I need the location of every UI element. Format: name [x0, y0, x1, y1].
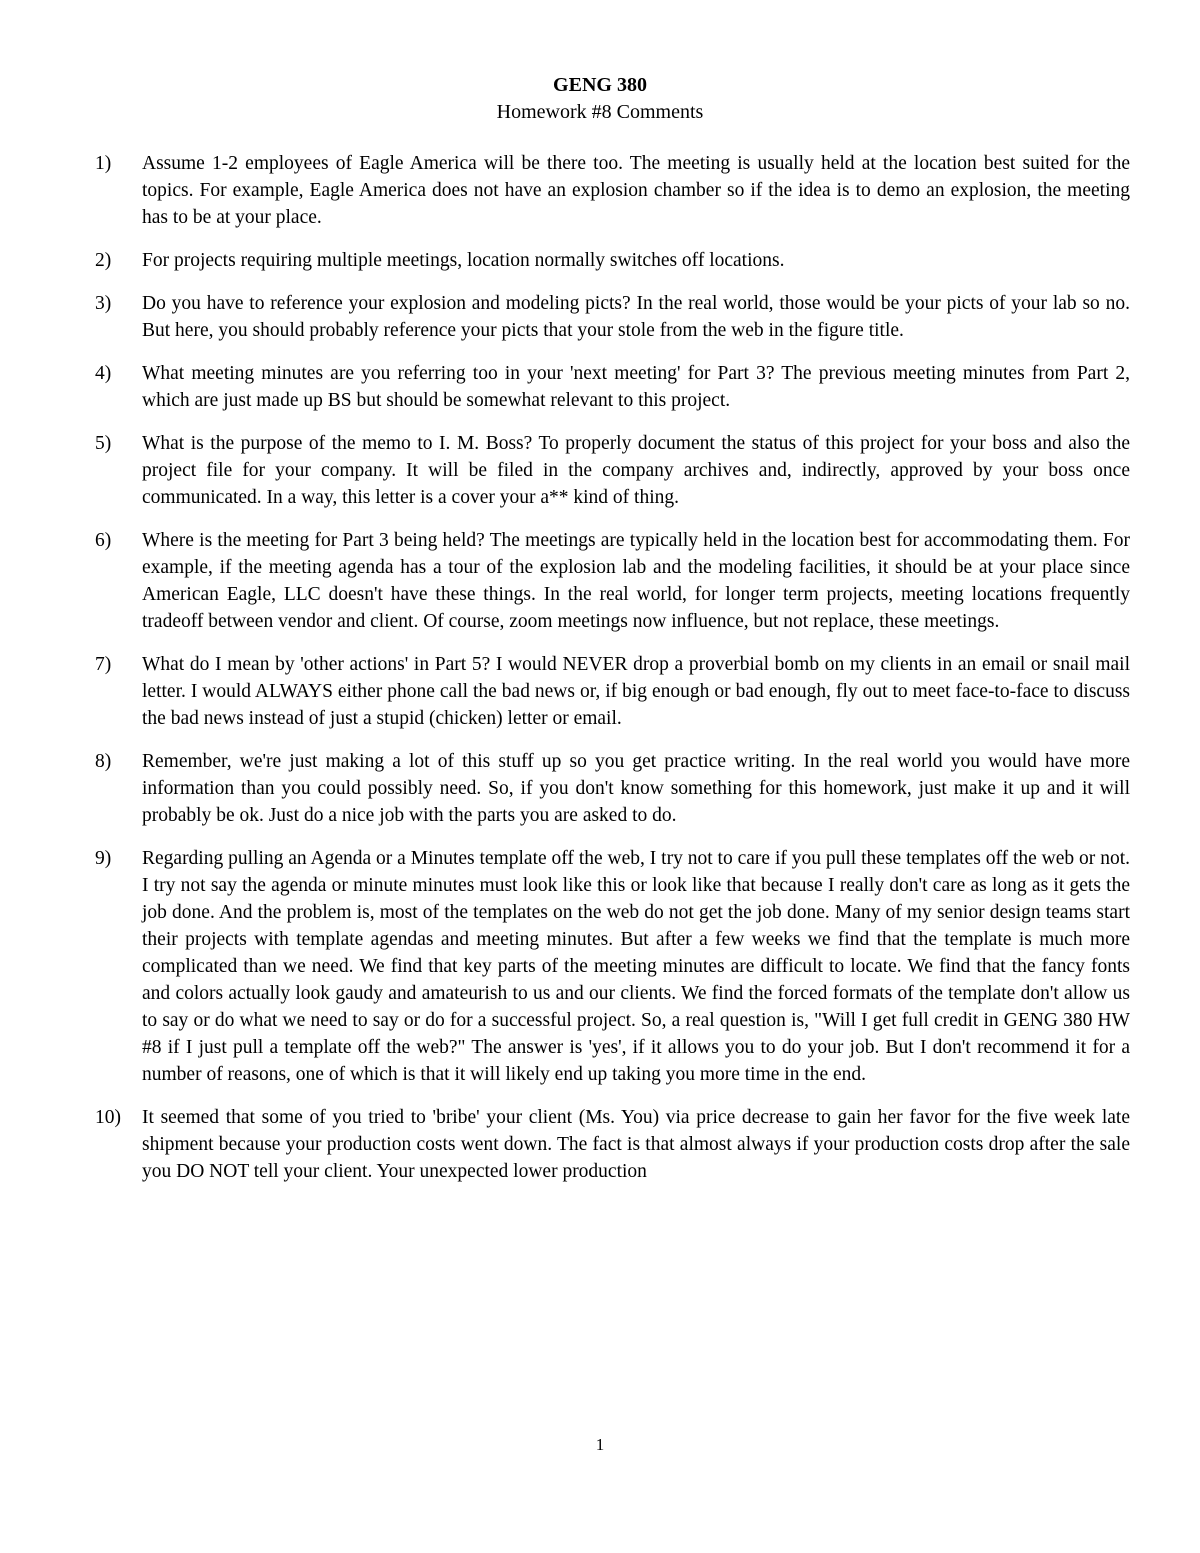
item-text: Where is the meeting for Part 3 being held? The meetings are typically held in the location best for accommodating them. For example, if the meeting agenda has a tour of the explosion lab and the modeling facilities, it should be at your place since American Eagle, LLC doesn't have these things. In the real world, for longer term projects, meeting locations frequently tradeoff between vendor and client. Of course, zoom meetings now influence, but not replace, these meetings.	[142, 530, 1130, 632]
item-text: What meeting minutes are you referring too in your 'next meeting' for Part 3? The previous meeting minutes from Part 2, which are just made up BS but should be somewhat relevant to this project.	[142, 363, 1130, 411]
item-number: 10)	[95, 1107, 121, 1128]
item-text: Assume 1-2 employees of Eagle America will be there too. The meeting is usually held at the location best suited for the topics. For example, Eagle America does not have an explosion chamber so if the idea is to demo an explosion, the meeting has to be at your place.	[142, 153, 1130, 228]
list-item	[0, 290, 1200, 344]
list-item	[0, 748, 1200, 829]
item-number: 7)	[95, 654, 112, 675]
item-number: 1)	[95, 153, 112, 174]
item-number: 4)	[95, 363, 112, 384]
list-item	[0, 430, 1200, 511]
list-item	[0, 247, 1200, 274]
page-number: 1	[595, 1435, 605, 1454]
item-number: 2)	[95, 250, 112, 271]
item-number: 6)	[95, 530, 112, 551]
list-item	[0, 527, 1200, 635]
comment-list	[0, 150, 1200, 1201]
item-number: 5)	[95, 433, 112, 454]
list-item	[0, 651, 1200, 732]
document-subtitle: Homework #8 Comments	[496, 101, 704, 123]
item-text: Do you have to reference your explosion and modeling picts? In the real world, those would be your picts of your lab so no. But here, you should probably reference your picts that your stole from the web in the figure title.	[142, 293, 1130, 341]
item-text: What is the purpose of the memo to I. M. Boss? To properly document the status of this project for your boss and also the project file for your company. It will be filed in the company archives and, indirectly, approved by your boss once communicated. In a way, this letter is a cover your a** kind of thing.	[142, 433, 1130, 508]
list-item	[0, 360, 1200, 414]
item-text: It seemed that some of you tried to 'bribe' your client (Ms. You) via price decrease to gain her favor for the five week late shipment because your production costs went down. The fact is that almost always if your production costs drop after the sale you DO NOT tell your client. Your unexpected lower production	[142, 1107, 1130, 1182]
item-number: 8)	[95, 751, 112, 772]
list-item	[0, 150, 1200, 231]
item-text: Remember, we're just making a lot of this stuff up so you get practice writing. In the real world you would have more information than you could possibly need. So, if you don't know something for this homework, just make it up and it will probably be ok. Just do a nice job with the parts you are asked to do.	[142, 751, 1130, 826]
list-item	[0, 845, 1200, 1088]
document-title: GENG 380	[553, 74, 647, 96]
item-text: What do I mean by 'other actions' in Part 5? I would NEVER drop a proverbial bomb on my clients in an email or snail mail letter. I would ALWAYS either phone call the bad news or, if big enough or bad enough, fly out to meet face-to-face to discuss the bad news instead of just a stupid (chicken) letter or email.	[142, 654, 1130, 729]
item-text: For projects requiring multiple meetings, location normally switches off locations.	[142, 250, 785, 271]
list-item	[0, 1104, 1200, 1185]
item-number: 9)	[95, 848, 112, 869]
item-number: 3)	[95, 293, 112, 314]
item-text: Regarding pulling an Agenda or a Minutes template off the web, I try not to care if you pull these templates off the web or not. I try not say the agenda or minute minutes must look like this or look like that because I really don't care as long as it gets the job done. And the problem is, most of the templates on the web do not get the job done. Many of my senior design teams start their projects with template agendas and meeting minutes. But after a few weeks we find that the template is much more complicated than we need. We find that key parts of the meeting minutes are difficult to locate. We find that the fancy fonts and colors actually look gaudy and amateurish to us and our clients. We find the forced formats of the template don't allow us to say or do what we need to say or do for a successful project. So, a real question is, "Will I get full credit in GENG 380 HW #8 if I just pull a template off the web?" The answer is 'yes', if it allows you to do your job. But I don't recommend it for a number of reasons, one of which is that it will likely end up taking you more time in the end.	[142, 848, 1130, 1085]
